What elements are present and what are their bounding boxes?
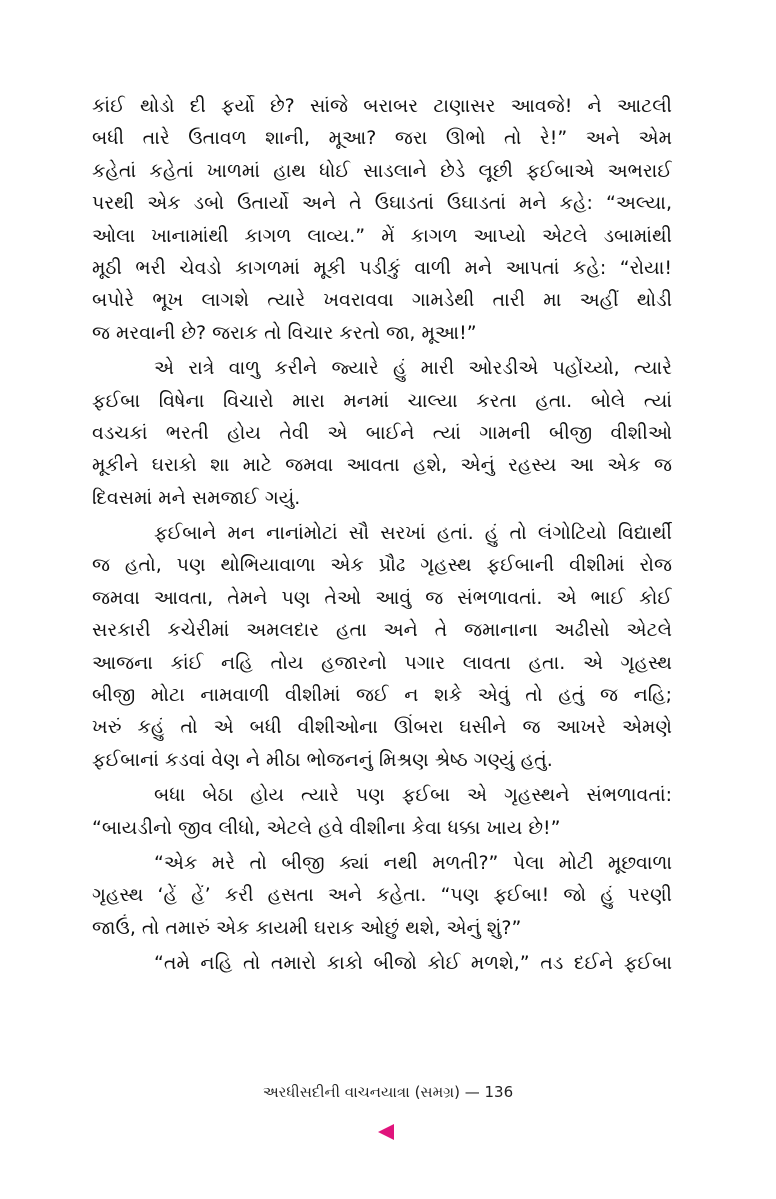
text-line: પરથી એક ડબો ઉતાર્યો અને તે ઉઘાડતાં ઉઘાડતાં મને કહે: “અલ્યા, [92,192,672,215]
text-line: કાંઈ થોડો દી ફર્યો છે? સાંજે બરાબર ટાણાસર આવજે! ને આટલી [92,95,672,117]
paragraph-6 [92,947,672,979]
text-line: જમવા આવતા, તેમને પણ તેઓ આવું જ સંભળાવતાં. એ ભાઈ કોઈ [92,586,672,609]
text-line: ફઈબાને મન નાનાંમોટાં સૌ સરખાં હતાં. હું તો લંગોટિયો વિદ્યાર્થી [154,522,672,545]
text-line: “તમે નહિ તો તમારો કાકો બીજો કોઈ મળશે,” તડ દઈને ફઈબા [154,952,672,975]
text-line: બપોરે ભૂખ લાગશે ત્યારે ખવરાવવા ગામડેથી તારી મા અહીં થોડી [92,289,672,312]
text-line: ગૃહસ્થ ‘હેં હેં’ કરી હસતા અને કહેતા. “પણ ફઈબા! જો હું પરણી [92,884,672,907]
paragraph-5 [92,847,672,944]
text-line: ઓલા ખાનામાંથી કાગળ લાવ્ય.” મેં કાગળ આપ્યો એટલે ડબામાંથી [92,224,672,247]
previous-page-arrow-icon[interactable] [378,1124,394,1140]
text-line: જ મરવાની છે? જરાક તો વિચાર કરતો જા, મૂઆ!” [92,321,477,344]
text-line: જાઉં, તો તમારું એક કાયમી ઘરાક ઓછું થશે, એનું શું?” [92,916,522,939]
text-line: “બાયડીનો જીવ લીધો, એટલે હવે વીશીના કેવા ધક્કા ખાય છે!” [92,816,561,839]
text-line: જ હતો, પણ થોભિયાવાળા એક પ્રૌઢ ગૃહસ્થ ફઈબાની વીશીમાં રોજ [92,554,672,577]
text-line: બધા બેઠા હોય ત્યારે પણ ફઈબા એ ગૃહસ્થને સંભળાવતાં: [154,784,672,807]
text-line: એ રાત્રે વાળુ કરીને જ્યારે હું મારી ઓરડીએ પહોંચ્યો, ત્યારે [154,357,672,380]
text-line: મૂકીને ઘરાકો શા માટે જમવા આવતા હશે, એનું રહસ્ય આ એક જ [92,454,672,477]
paragraph-2 [92,352,672,514]
text-line: ખરું કહું તો એ બધી વીશીઓના ઊંબરા ઘસીને જ આખરે એમણે [92,716,672,739]
text-line: ફઈબા વિષેના વિચારો મારા મનમાં ચાલ્યા કરતા હતા. બોલે ત્યાં [92,389,672,412]
page-footer: અરધીસદીની વાચનયાત્રા (સમગ્ર) — 136 [262,1083,514,1101]
paragraph-1 [92,90,672,349]
text-line: બીજી મોટા નામવાળી વીશીમાં જઈ ન શકે એવું તો હતું જ નહિ; [92,684,672,707]
text-line: ફઈબાનાં કડવાં વેણ ને મીઠા ભોજનનું મિશ્રણ શ્રેષ્ઠ ગણ્યું હતું. [92,748,553,771]
paragraph-3 [92,517,672,776]
text-line: દિવસમાં મને સમજાઈ ગયું. [92,486,301,509]
text-line: “એક મરે તો બીજી ક્યાં નથી મળતી?” પેલા મોટી મૂછવાળા [154,851,672,874]
text-line: સરકારી કચેરીમાં અમલદાર હતા અને તે જમાનાના અઢીસો એટલે [92,619,672,642]
text-line: બધી તારે ઉતાવળ શાની, મૂઆ? જરા ઊભો તો રે!” અને એમ [92,127,672,150]
text-line: મૂઠી ભરી ચેવડો કાગળમાં મૂકી પડીકું વાળી મને આપતાં કહે: “રોયા! [92,256,672,279]
text-line: આજના કાંઈ નહિ તોય હજારનો પગાર લાવતા હતા. એ ગૃહસ્થ [92,651,672,674]
page-body [92,90,672,980]
paragraph-4 [92,779,672,844]
text-line: વડચકાં ભરતી હોય તેવી એ બાઈને ત્યાં ગામની બીજી વીશીઓ [92,421,672,444]
text-line: કહેતાં કહેતાં ખાળમાં હાથ ધોઈ સાડલાને છેડે લૂછી ફઈબાએ અભરાઈ [92,159,672,182]
